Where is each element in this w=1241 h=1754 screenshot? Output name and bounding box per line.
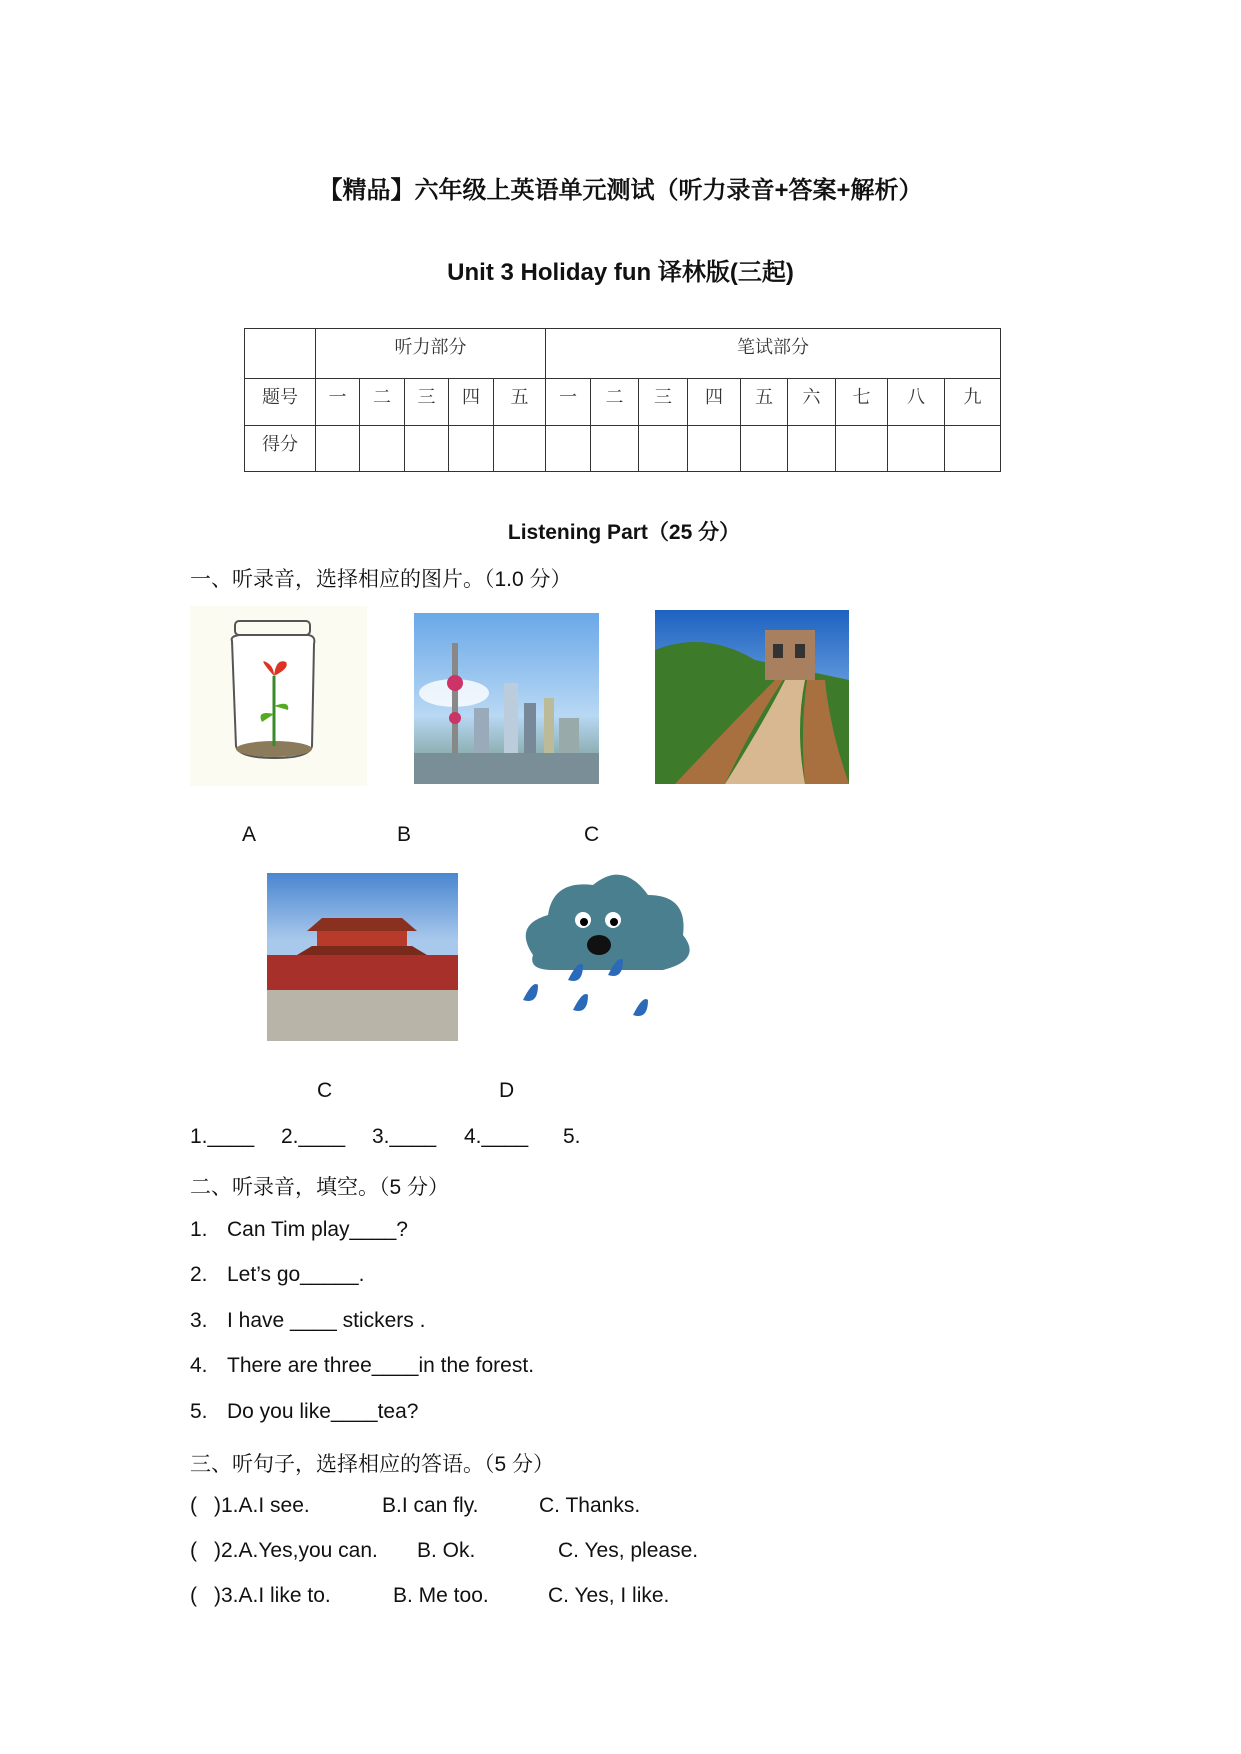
fill-item-num: 2. (190, 1263, 208, 1286)
option-b: B. Me too. (393, 1584, 489, 1607)
picture-label-c2: C (317, 1079, 333, 1102)
row-label: 得分 (245, 426, 316, 472)
col-header: 三 (405, 379, 449, 426)
col-header: 五 (741, 379, 788, 426)
answer-blank-2[interactable]: 2.____ (281, 1125, 346, 1148)
col-header: 七 (836, 379, 888, 426)
rain-cloud-picture (513, 865, 699, 1040)
fill-item-text: I have ____ stickers . (227, 1309, 426, 1332)
answer-paren[interactable]: ( (190, 1539, 197, 1562)
score-cell (888, 426, 945, 472)
fill-item-text: Can Tim play____? (227, 1218, 408, 1241)
answer-paren[interactable]: ( (190, 1494, 197, 1517)
fill-item-text: There are three____in the forest. (227, 1354, 535, 1377)
col-header: 二 (360, 379, 405, 426)
tiananmen-picture (267, 873, 458, 1041)
fill-item-text: Let’s go_____. (227, 1263, 365, 1286)
score-cell (316, 426, 360, 472)
score-cell (639, 426, 688, 472)
option-a: )2.A.Yes,you can. (214, 1539, 378, 1562)
empty-cell (245, 329, 316, 379)
document-title: 【精品】六年级上英语单元测试（听力录音+答案+解析） (318, 177, 923, 204)
score-cell (788, 426, 836, 472)
score-cell (405, 426, 449, 472)
picture-label-d: D (499, 1079, 515, 1102)
row-label: 题号 (245, 379, 316, 426)
option-b: B.I can fly. (382, 1494, 479, 1517)
score-cell (741, 426, 788, 472)
col-header: 九 (945, 379, 1001, 426)
picture-label-a: A (242, 823, 257, 846)
option-b: B. Ok. (417, 1539, 476, 1562)
fill-item-num: 4. (190, 1354, 208, 1377)
col-header: 一 (546, 379, 591, 426)
score-cell (360, 426, 405, 472)
fill-item-num: 3. (190, 1309, 208, 1332)
score-cell (449, 426, 494, 472)
listening-part-title: Listening Part（25 分） (507, 521, 741, 544)
score-cell (494, 426, 546, 472)
answer-blank-5[interactable]: 5. (563, 1125, 581, 1148)
col-header: 五 (494, 379, 546, 426)
option-a: )3.A.I like to. (214, 1584, 331, 1607)
score-cell (945, 426, 1001, 472)
col-header: 二 (591, 379, 639, 426)
writing-header: 笔试部分 (546, 329, 1001, 379)
fill-item-text: Do you like____tea? (227, 1400, 419, 1423)
score-cell (546, 426, 591, 472)
option-c: C. Yes, I like. (548, 1584, 670, 1607)
col-header: 四 (449, 379, 494, 426)
col-header: 六 (788, 379, 836, 426)
answer-blank-4[interactable]: 4.____ (464, 1125, 529, 1148)
section3-heading: 三、听句子，选择相应的答语。（5 分） (190, 1453, 555, 1476)
answer-paren[interactable]: ( (190, 1584, 197, 1607)
option-c: C. Thanks. (539, 1494, 641, 1517)
score-table (244, 328, 1001, 472)
col-header: 三 (639, 379, 688, 426)
col-header: 四 (688, 379, 741, 426)
option-c: C. Yes, please. (558, 1539, 699, 1562)
answer-blank-1[interactable]: 1.____ (190, 1125, 255, 1148)
picture-label-c: C (584, 823, 600, 846)
fill-item-num: 5. (190, 1400, 208, 1423)
shanghai-skyline-picture (414, 613, 599, 784)
option-a: )1.A.I see. (214, 1494, 310, 1517)
answer-blank-3[interactable]: 3.____ (372, 1125, 437, 1148)
col-header: 八 (888, 379, 945, 426)
picture-label-b: B (397, 823, 412, 846)
score-cell (591, 426, 639, 472)
fill-item-num: 1. (190, 1218, 208, 1241)
score-cell (836, 426, 888, 472)
section1-heading: 一、听录音，选择相应的图片。（1.0 分） (190, 568, 572, 591)
listening-header: 听力部分 (316, 329, 546, 379)
great-wall-picture (655, 610, 849, 784)
plant-jar-picture (190, 606, 367, 786)
document-subtitle: Unit 3 Holiday fun 译林版(三起) (447, 259, 794, 286)
col-header: 一 (316, 379, 360, 426)
score-cell (688, 426, 741, 472)
section2-heading: 二、听录音，填空。（5 分） (190, 1176, 450, 1199)
